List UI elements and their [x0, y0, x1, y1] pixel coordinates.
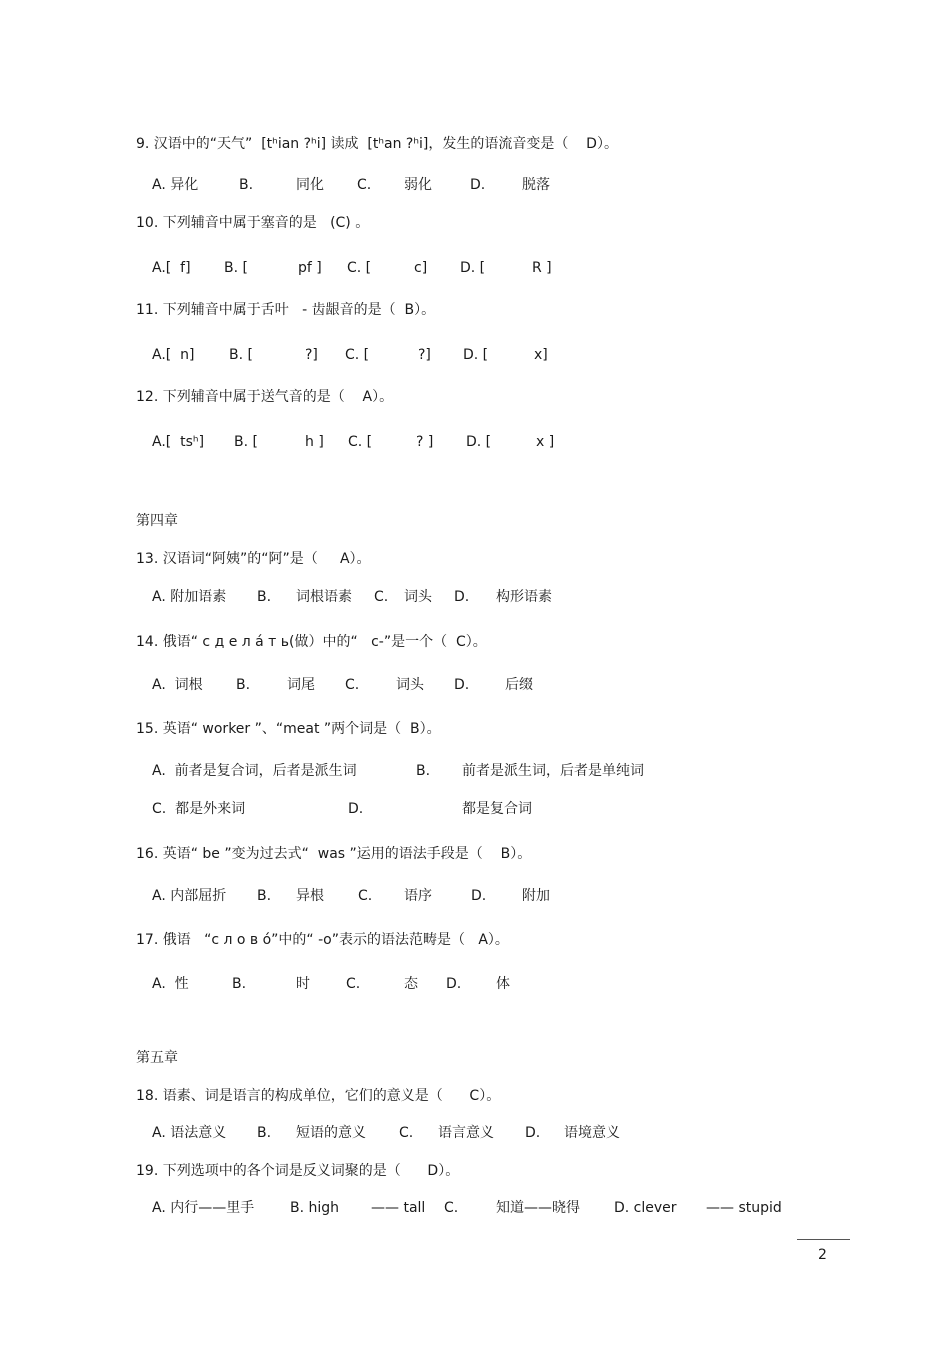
q9-option-d-letter: D. — [470, 177, 486, 193]
q10-option-d-text: R ] — [532, 260, 552, 276]
q15-option-a: A. 前者是复合词，后者是派生词 — [152, 763, 357, 779]
question-15-stem: 15. 英语“ worker ”、“meat ”两个词是（ B）。 — [136, 721, 441, 737]
q9-option-c-text: 弱化 — [404, 177, 432, 193]
q17-option-a: A. 性 — [152, 976, 189, 992]
q11-option-d-text: x] — [534, 347, 548, 363]
q19-option-a: A. 内行——里手 — [152, 1200, 255, 1216]
q12-option-d-letter: D. [ — [466, 434, 492, 450]
question-10-stem: 10. 下列辅音中属于塞音的是 (C) 。 — [136, 215, 370, 231]
q18-option-c-text: 语言意义 — [438, 1125, 494, 1141]
q18-option-a: A. 语法意义 — [152, 1125, 227, 1141]
q17-option-d-text: 体 — [496, 976, 510, 992]
q15-option-c: C. 都是外来词 — [152, 801, 246, 817]
q12-option-b-text: h ] — [305, 434, 324, 450]
chapter-5-heading: 第五章 — [136, 1050, 178, 1066]
q14-option-c-text: 词头 — [396, 677, 424, 693]
q16-option-d-text: 附加 — [522, 888, 550, 904]
q18-option-b-text: 短语的意义 — [296, 1125, 366, 1141]
q13-option-c-text: 词头 — [404, 589, 432, 605]
q12-option-c-text: ? ] — [416, 434, 434, 450]
q15-option-b-text: 前者是派生词，后者是单纯词 — [462, 763, 644, 779]
q19-option-c-text: 知道——晓得 — [496, 1200, 580, 1216]
question-16-stem: 16. 英语“ be ”变为过去式“ was ”运用的语法手段是（ B）。 — [136, 846, 532, 862]
q14-option-d-text: 后缀 — [505, 677, 533, 693]
q13-option-d-letter: D. — [454, 589, 470, 605]
q13-option-c-letter: C. — [374, 589, 389, 605]
q13-option-b-text: 词根语素 — [296, 589, 352, 605]
q18-option-b-letter: B. — [257, 1125, 272, 1141]
q18-option-d-letter: D. — [525, 1125, 541, 1141]
q10-option-d-letter: D. [ — [460, 260, 486, 276]
q12-option-d-text: x ] — [536, 434, 555, 450]
q15-option-b-letter: B. — [416, 763, 431, 779]
q11-option-b-letter: B. [ — [229, 347, 253, 363]
q9-option-d-text: 脱落 — [522, 177, 550, 193]
question-12-stem: 12. 下列辅音中属于送气音的是（ A）。 — [136, 389, 394, 405]
q11-option-c-letter: C. [ — [345, 347, 370, 363]
q17-option-c-text: 态 — [404, 976, 418, 992]
q19-option-b-pair: —— tall — [371, 1200, 426, 1216]
q11-option-b-text: ?] — [305, 347, 318, 363]
q12-option-a: A.[ tsʰ] — [152, 434, 205, 450]
q19-option-d-word: D. clever — [614, 1200, 677, 1216]
q14-option-c-letter: C. — [345, 677, 360, 693]
q13-option-b-letter: B. — [257, 589, 272, 605]
q19-option-b-word: B. high — [290, 1200, 340, 1216]
page-number: 2 — [818, 1247, 827, 1263]
q15-option-d-text: 都是复合词 — [462, 801, 532, 817]
q16-option-b-letter: B. — [257, 888, 272, 904]
q19-option-d-pair: —— stupid — [706, 1200, 782, 1216]
q15-option-d-letter: D. — [348, 801, 364, 817]
q17-option-b-letter: B. — [232, 976, 247, 992]
q9-option-c-letter: C. — [357, 177, 372, 193]
question-9-stem: 9. 汉语中的“天气” [tʰian ?ʰi] 读成 [tʰan ?ʰi]，发生的语流音变是（ D）。 — [136, 136, 618, 152]
question-14-stem: 14. 俄语“ с д е л а́ т ь(做）中的“ с-”是一个（ C）。 — [136, 634, 487, 650]
q9-option-b-text: 同化 — [296, 177, 324, 193]
q14-option-b-letter: B. — [236, 677, 251, 693]
q14-option-d-letter: D. — [454, 677, 470, 693]
q13-option-a: A. 附加语素 — [152, 589, 227, 605]
q13-option-d-text: 构形语素 — [496, 589, 552, 605]
q9-option-b-letter: B. — [239, 177, 254, 193]
q18-option-c-letter: C. — [399, 1125, 414, 1141]
q12-option-b-letter: B. [ — [234, 434, 258, 450]
chapter-4-heading: 第四章 — [136, 513, 178, 529]
q17-option-b-text: 时 — [296, 976, 310, 992]
q16-option-b-text: 异根 — [296, 888, 324, 904]
q16-option-d-letter: D. — [471, 888, 487, 904]
q14-option-b-text: 词尾 — [287, 677, 315, 693]
q9-option-a: A. 异化 — [152, 177, 199, 193]
q10-option-c-letter: C. [ — [347, 260, 372, 276]
q16-option-c-letter: C. — [358, 888, 373, 904]
q16-option-a: A. 内部屈折 — [152, 888, 227, 904]
q16-option-c-text: 语序 — [404, 888, 432, 904]
q11-option-a: A.[ n] — [152, 347, 195, 363]
q10-option-a: A.[ f] — [152, 260, 191, 276]
footer-rule — [797, 1239, 850, 1240]
question-18-stem: 18. 语素、词是语言的构成单位，它们的意义是（ C）。 — [136, 1088, 501, 1104]
q19-option-c-letter: C. — [444, 1200, 459, 1216]
q17-option-c-letter: C. — [346, 976, 361, 992]
q18-option-d-text: 语境意义 — [564, 1125, 620, 1141]
q10-option-b-letter: B. [ — [224, 260, 248, 276]
q11-option-c-text: ?] — [418, 347, 431, 363]
q17-option-d-letter: D. — [446, 976, 462, 992]
q11-option-d-letter: D. [ — [463, 347, 489, 363]
question-13-stem: 13. 汉语词“阿姨”的“阿”是（ A）。 — [136, 551, 371, 567]
question-17-stem: 17. 俄语 “с л о в о́”中的“ -о”表示的语法范畴是（ A）。 — [136, 932, 509, 948]
q14-option-a: A. 词根 — [152, 677, 203, 693]
q12-option-c-letter: C. [ — [348, 434, 373, 450]
q10-option-b-text: pf ] — [298, 260, 322, 276]
q10-option-c-text: c] — [414, 260, 428, 276]
question-19-stem: 19. 下列选项中的各个词是反义词聚的是（ D）。 — [136, 1163, 460, 1179]
question-11-stem: 11. 下列辅音中属于舌叶 - 齿龈音的是（ B）。 — [136, 302, 436, 318]
